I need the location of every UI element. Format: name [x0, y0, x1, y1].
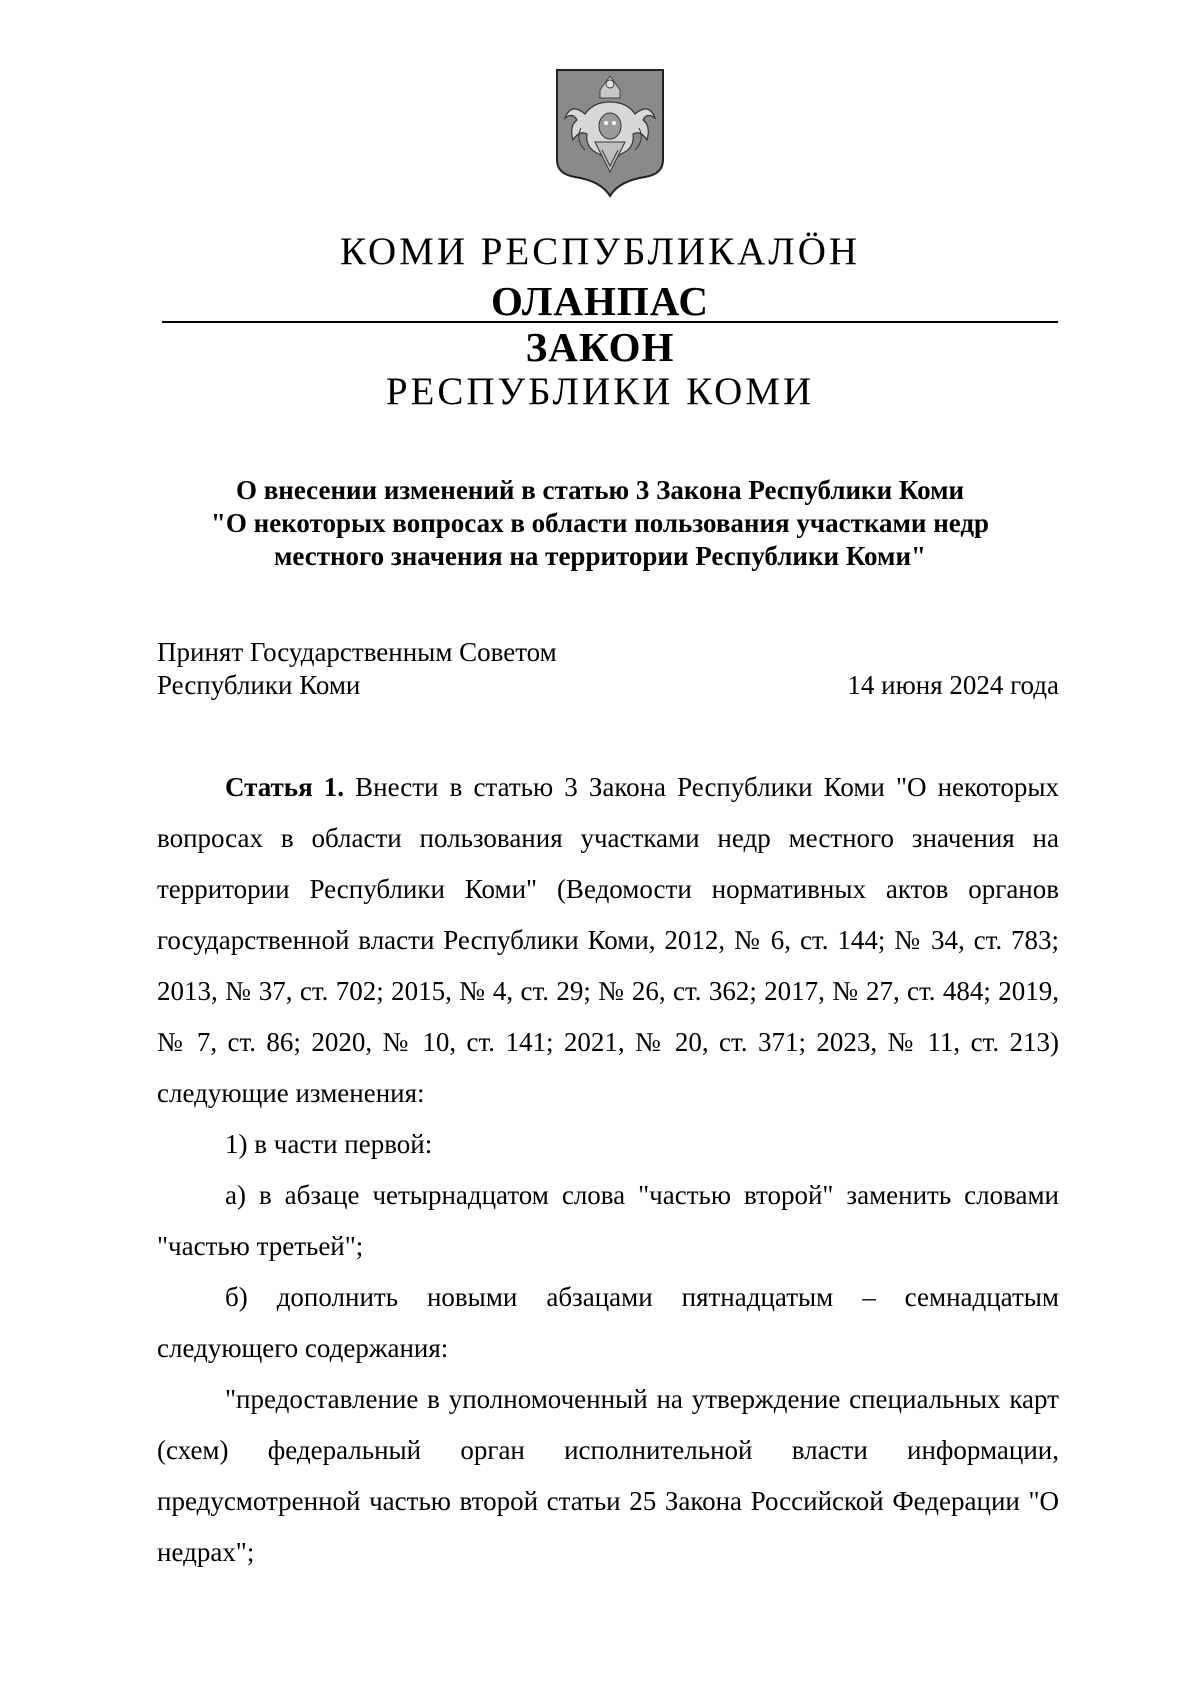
law-body: [157, 762, 1059, 1578]
adoption-statement: [157, 636, 557, 702]
adoption-line-1: Принят Государственным Советом: [157, 637, 557, 667]
amendment-item-b: б) дополнить новыми абзацами пятнадцатым – семнадцатым следующего содержания:: [157, 1282, 1059, 1363]
article-1-paragraph: [157, 762, 1059, 1119]
header-rk-line: РЕСПУБЛИКИ КОМИ: [385, 370, 815, 413]
adoption-date: 14 июня 2024 года: [847, 670, 1059, 700]
amendment-new-paragraph: "предоставление в уполномоченный на утверждение специальных карт (схем) федеральный орган исполнительной власти информации, предусмотренной частью второй статьи 25 Закона Российской Федерации "О недрах";: [157, 1384, 1059, 1567]
law-title-line-3: местного значения на территории Республики Коми": [274, 541, 926, 571]
article-1-heading: Статья 1.: [225, 772, 345, 802]
header-olanpas-line: ОЛАНПАС: [491, 278, 709, 324]
header-divider: [162, 321, 1058, 323]
header-komi-line: КОМИ РЕСПУБЛИКАЛÖН: [339, 230, 861, 273]
law-title-line-2: "О некоторых вопросах в области пользования участками недр: [210, 508, 990, 538]
header-zakon-line: ЗАКОН: [525, 324, 675, 370]
adoption-line-2: Республики Коми: [157, 670, 361, 700]
amendment-item-a: а) в абзаце четырнадцатом слова "частью второй" заменить словами "частью третьей";: [157, 1180, 1059, 1261]
article-1-text: Внести в статью 3 Закона Республики Коми "О некоторых вопросах в области пользования участками недр местного значения на территории Республики Коми" (Ведомости нормативных актов органов государственной власти Республики Коми, 2012, № 6, ст. 144; № 34, ст. 783; 2013, № 37, ст. 702; 2015, № 4, ст. 29; № 26, ст. 362; 2017, № 27, ст. 484; 2019, № 7, ст. 86; 2020, № 10, ст. 141; 2021, № 20, ст. 371; 2023, № 11, ст. 213) следующие изменения:: [157, 772, 1060, 1108]
republic-of-komi-coat-of-arms: [555, 68, 665, 198]
law-title-line-1: О внесении изменений в статью 3 Закона Республики Коми: [235, 475, 965, 505]
amendment-item-1: 1) в части первой:: [225, 1129, 433, 1159]
law-title: [130, 474, 1070, 573]
